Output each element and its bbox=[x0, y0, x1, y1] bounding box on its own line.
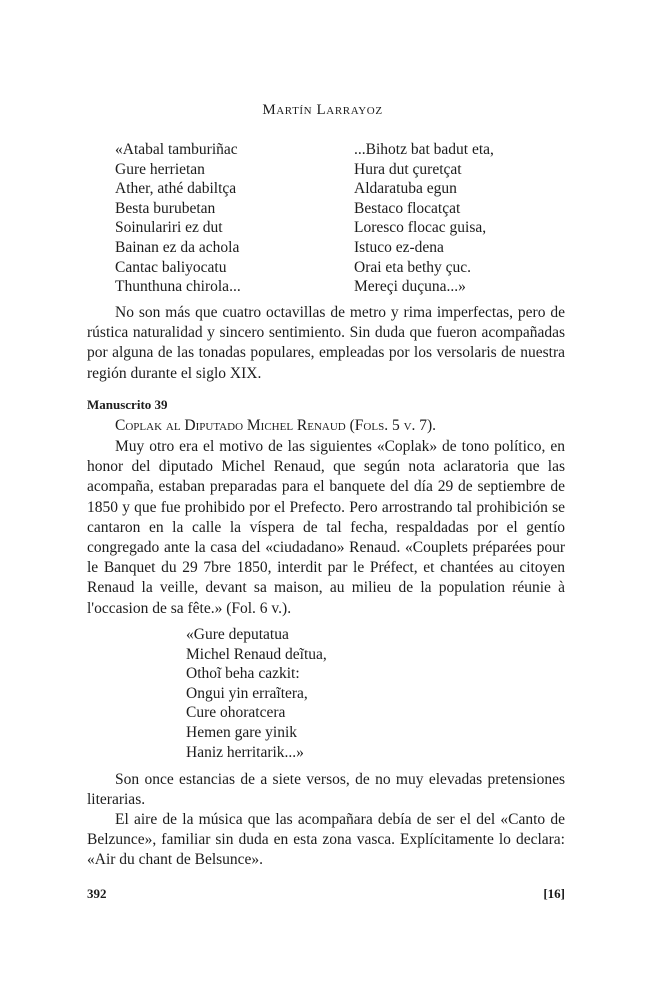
poem-line: Ongui yin erraĩtera, bbox=[186, 684, 308, 702]
poem-line: Bestaco flocatçat bbox=[354, 199, 461, 217]
poem-line: Cure ohoratcera bbox=[186, 704, 286, 722]
poem-line: Istuco ez-dena bbox=[354, 238, 444, 256]
paragraph-music: El aire de la música que las acompañara debía de ser el del «Canto de Belzunce», familiar sin duda en esta zona vasca. Explícitamente lo declara: «Air du chant de Belsunce». bbox=[87, 811, 565, 869]
poem-1-right-column bbox=[354, 140, 494, 297]
poem-line: «Atabal tamburiñac bbox=[115, 141, 238, 158]
paragraph-stanzas: Son once estancias de a siete versos, de no muy elevadas pretensiones literarias. bbox=[87, 771, 565, 809]
poem-line: Loresco flocac guisa, bbox=[354, 219, 487, 237]
page-reference: [16] bbox=[543, 886, 565, 901]
section-title: Coplak al Diputado Michel Renaud (Fols. 5 v. 7). bbox=[115, 417, 437, 434]
section-label: Manuscrito 39 bbox=[87, 397, 168, 412]
poem-line: Mereçi duçuna...» bbox=[354, 278, 466, 296]
page-number: 392 bbox=[87, 886, 107, 901]
poem-line: Ather, athé dabiltça bbox=[115, 180, 237, 198]
poem-line: Hemen gare yinik bbox=[186, 723, 298, 741]
poem-line: Thunthuna chirola... bbox=[115, 278, 241, 296]
poem-line: ...Bihotz bat badut eta, bbox=[354, 141, 494, 158]
running-title: Martín Larrayoz bbox=[262, 102, 383, 118]
poem-1-left-column bbox=[115, 140, 241, 297]
poem-line: «Gure deputatua bbox=[186, 626, 289, 643]
running-header bbox=[0, 102, 645, 119]
paragraph-context: Muy otro era el motivo de las siguientes «Coplak» de tono político, en honor del diputado Michel Renaud, que según nota aclaratoria que las acompaña, estaban preparadas para el banquete del día 29 de septiembre de 1850 y que fue prohibido por el Prefecto. Pero arrostrando tal prohibición se cantaron en la calle la víspera de tal fecha, respaldadas por el gentío congregado ante la casa del «ciudadano» Renaud. «Couplets préparées pour le Banquet du 29 7bre 1850, interdit par le Préfect, et chantées au citoyen Renaud la veille, devant sa maison, au milieu de la population réunie à l'occasion de sa fête.» (Fol. 6 v.). bbox=[87, 438, 565, 617]
poem-line: Aldaratuba egun bbox=[354, 180, 457, 198]
poem-2 bbox=[186, 625, 327, 762]
poem-line: Hura dut çuretçat bbox=[354, 160, 462, 178]
poem-line: Bainan ez da achola bbox=[115, 238, 240, 256]
paragraph-commentary: No son más que cuatro octavillas de metro y rima imperfectas, pero de rústica naturalidad y sincero sentimiento. Sin duda que fueron acompañadas por alguna de las tonadas populares, empleadas por los versolaris de nuestra región durante el siglo XIX. bbox=[87, 304, 565, 382]
poem-line: Gure herrietan bbox=[115, 160, 205, 178]
poem-line: Othoĩ beha cazkit: bbox=[186, 665, 300, 683]
poem-line: Michel Renaud deĩtua, bbox=[186, 645, 327, 663]
poem-line: Cantac baliyocatu bbox=[115, 258, 227, 276]
poem-line: Besta burubetan bbox=[115, 199, 216, 217]
poem-line: Orai eta bethy çuc. bbox=[354, 258, 472, 276]
poem-line: Soinulariri ez dut bbox=[115, 219, 223, 237]
poem-line: Haniz herritarik...» bbox=[186, 743, 304, 761]
